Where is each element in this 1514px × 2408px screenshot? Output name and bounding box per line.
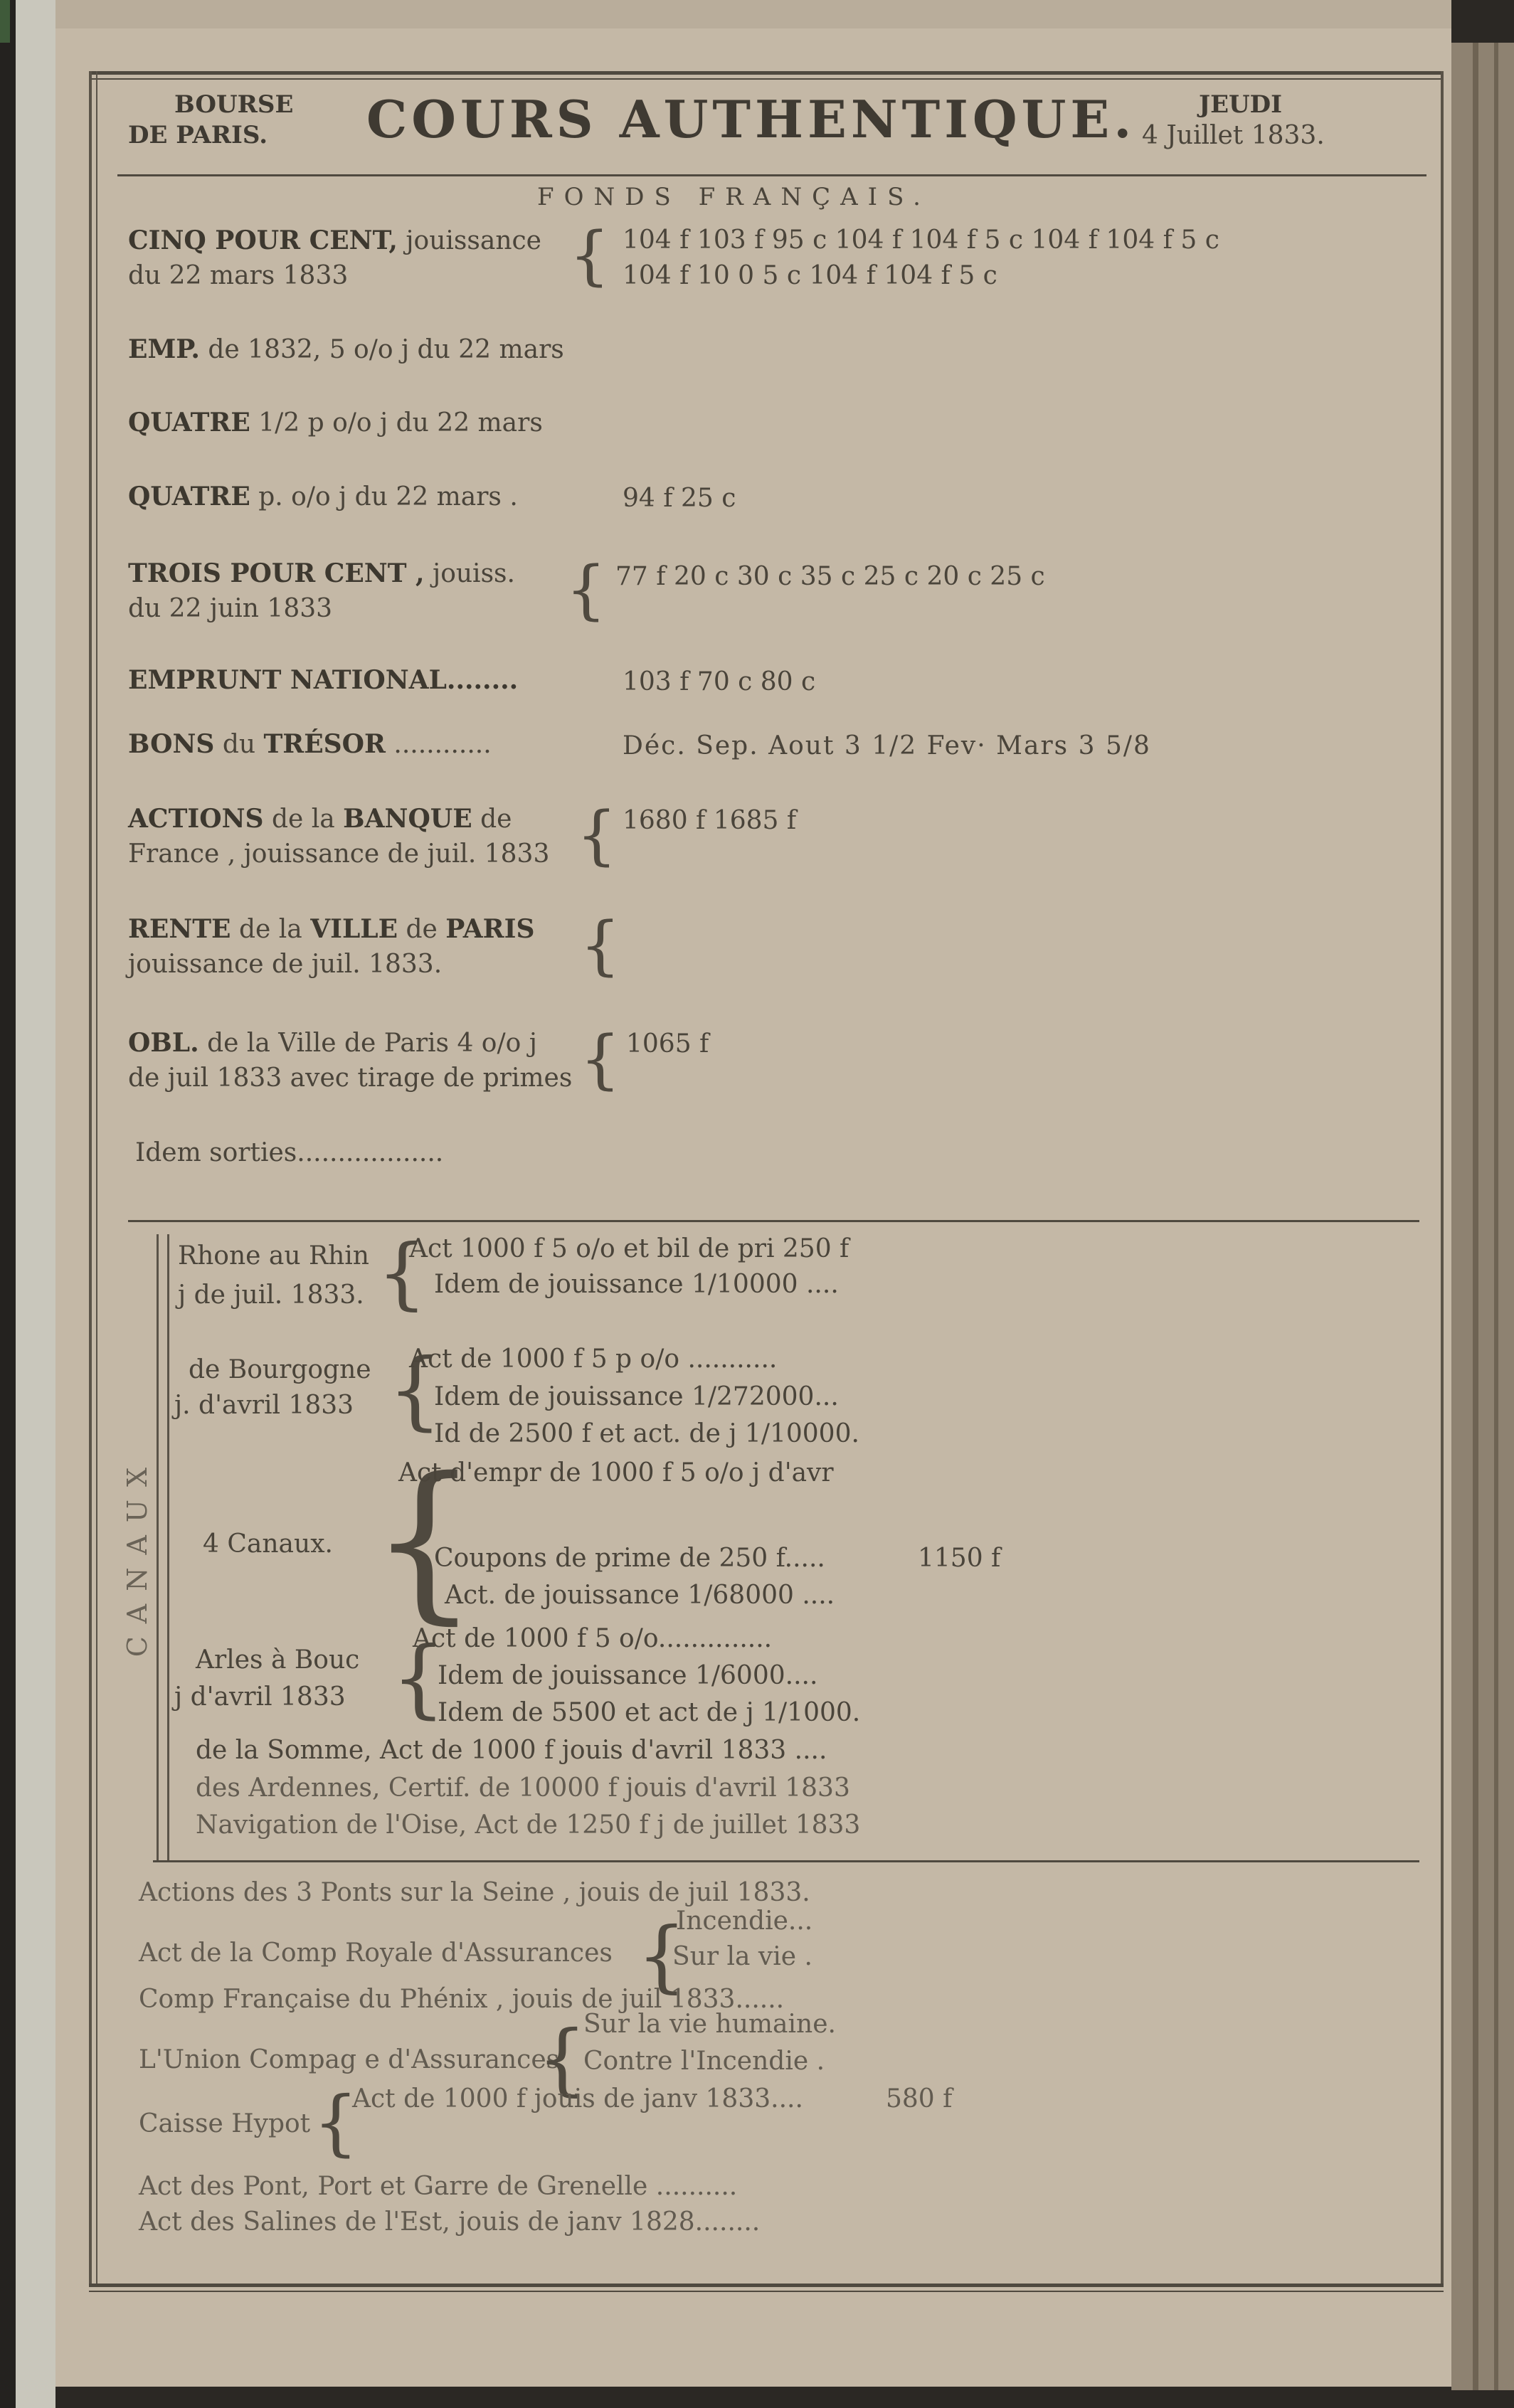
canaux-rule-outer [157,1234,159,1860]
cinq-label-rest: jouissance [406,226,541,255]
cinq-label-bold: CINQ POUR CENT, [128,226,398,255]
date-label: 4 Juillet 1833. [1142,121,1325,150]
row-salines: Act des Salines de l'Est, jouis de janv 1828........ [139,2207,761,2237]
page-title: COURS AUTHENTIQUE. [366,89,1136,149]
row-phenix: Comp Française du Phénix , jouis de juil 1833...... [139,1985,785,2014]
brace-icon: { [580,908,621,983]
cinq-values-line1: 104 f 103 f 95 c 104 f 104 f 5 c 104 f 104 f 5 c [623,226,1219,255]
emprunt-values: 103 f 70 c 80 c [623,667,816,696]
section-rule-canaux [128,1220,1419,1222]
brace-icon: { [576,798,618,873]
trois-label-line2: du 22 juin 1833 [128,594,333,623]
canaux-side-label: CANAUX [122,1455,153,1658]
cinq-label-line2: du 22 mars 1833 [128,261,349,290]
frame-bottom [89,2284,1444,2287]
row-emp-1832: EMP. de 1832, 5 o/o j du 22 mars [128,334,564,364]
brace-icon: { [637,1910,687,2001]
paris-label: DE PARIS. [128,121,268,149]
frame-right [1441,71,1444,2287]
caisse-value: 580 f [886,2084,953,2113]
quatre-canaux-value: 1150 f [918,1544,1001,1573]
brace-icon: { [377,1227,427,1318]
page-edges [1451,43,1514,2390]
brace-icon: { [569,218,610,293]
row-ardennes: des Ardennes, Certif. de 10000 f jouis d'avril 1833 [196,1773,850,1803]
day-label: JEUDI [1199,90,1283,119]
brace-icon: { [391,1629,446,1728]
row-oise: Navigation de l'Oise, Act de 1250 f j de juillet 1833 [196,1810,861,1840]
cinq-values-line2: 104 f 10 0 5 c 104 f 104 f 5 c [623,261,997,290]
row-somme: de la Somme, Act de 1000 f jouis d'avril 1833 .... [196,1736,827,1765]
quatre-values: 94 f 25 c [623,484,736,513]
green-spine [0,0,10,43]
row-grenelle: Act des Pont, Port et Garre de Grenelle .......... [139,2172,738,2201]
frame-top [89,71,1441,75]
banque-values: 1680 f 1685 f [623,806,797,835]
row-idem-sorties: Idem sorties.................. [135,1138,444,1167]
brace-icon: { [580,1022,621,1097]
brace-icon: { [313,2081,359,2164]
brace-icon: { [566,553,607,627]
bons-values: Déc. Sep. Aout 3 1/2 Fev· Mars 3 5/8 [623,731,1151,760]
binding-shadow [0,0,16,2408]
brace-icon: { [537,2013,587,2104]
section-rule-divers [153,1860,1419,1862]
brace-icon: { [388,1341,443,1440]
frame-left [89,71,92,2287]
brace-icon: { [370,1441,479,1640]
section-heading-fonds: FONDS FRANÇAIS. [537,183,931,211]
header-rule [117,174,1426,176]
price-bulletin: BOURSE DE PARIS. COURS AUTHENTIQUE. JEUDI 4 Juillet 1833. FONDS FRANÇAIS. CINQ POUR CENT, jouissance du 22 mars 1833 { 104 f 103 f 95 c 104 f 104 f 5 c 104 f 104 f 5 c 104 f 10 0 5 c 104 f 104 f 5 c EMP. de 1832, 5 o/o j du 22 mars QUATRE 1/2 p o/o j du 22 mars QUATRE p. o/o j du 22 mars . 94 f 25 c TROIS POUR CENT , jouiss. du 22 juin 1833 { 77 f 20 c 30 c 35 c 25 c 20 c 25 c EMPRUNT NATIONAL........ 103 f 70 c 80 c BONS du TRÉSOR ............ Déc. Sep. Aout 3 1/2 Fev· Mars 3 5/8 ACTIONS de la BANQUE de France , jouissance de juil. 1833 { 1680 f 1685 f RENTE de la VILLE de PARIS jouissance de juil. 1833. { OBL. de la Ville de Paris 4 o/o j de juil 1833 avec tirage de primes { 1065 f Idem sorties.................. CANAUX Rhone au Rhin j de juil. 1833. { Act 1000 f 5 o/o et bil de pri 250 f Idem de jouissance 1/10000 .... de Bourgogne j. d'avril 1833 { Act de 1000 f 5 p o/o ........... Idem de jouissance 1/272000... Id de 2500 f et act. de j 1/10000. 4 Canaux. { Act d'empr de 1000 f 5 o/o j d'avr Coupons de prime de 250 f..... Act. de jouissance 1/68000 .... 1150 f Arles à Bouc j d'avril 1833 { Act de 1000 f 5 o/o.............. Idem de jouissance 1/6000.... Idem de 5500 et act de j 1/1000. de la Somme, Act de 1000 f jouis d'avril 1833 .... des Ardennes, Certif. de 10000 f jouis d'avril 1833 Navigation de l'Oise, Act de 1250 f j de juillet 1833 Actions des 3 Ponts sur la Seine , jouis de juil 1833. Act de la Comp Royale d'Assurances { Incendie... Sur la vie . Comp Française du Phénix , jouis de juil 1833...... L'Union Compag e d'Assurances { Sur la vie humaine. Contre l'Incendie . Caisse Hypot { Act de 1000 f jouis de janv 1833.... 580 f Act des Pont, Port et Garre de Grenelle .......... Act des Salines de l'Est, jouis de janv 1828........ [75,60,1451,2308]
bourse-label: BOURSE [174,90,294,119]
row-quatre-demi: QUATRE 1/2 p o/o j du 22 mars [128,408,543,437]
obl-values: 1065 f [626,1029,709,1059]
trois-values: 77 f 20 c 30 c 35 c 25 c 20 c 25 c [615,562,1045,591]
row-trois-ponts: Actions des 3 Ponts sur la Seine , jouis de juil 1833. [139,1878,810,1907]
canaux-rule-inner [167,1234,169,1860]
